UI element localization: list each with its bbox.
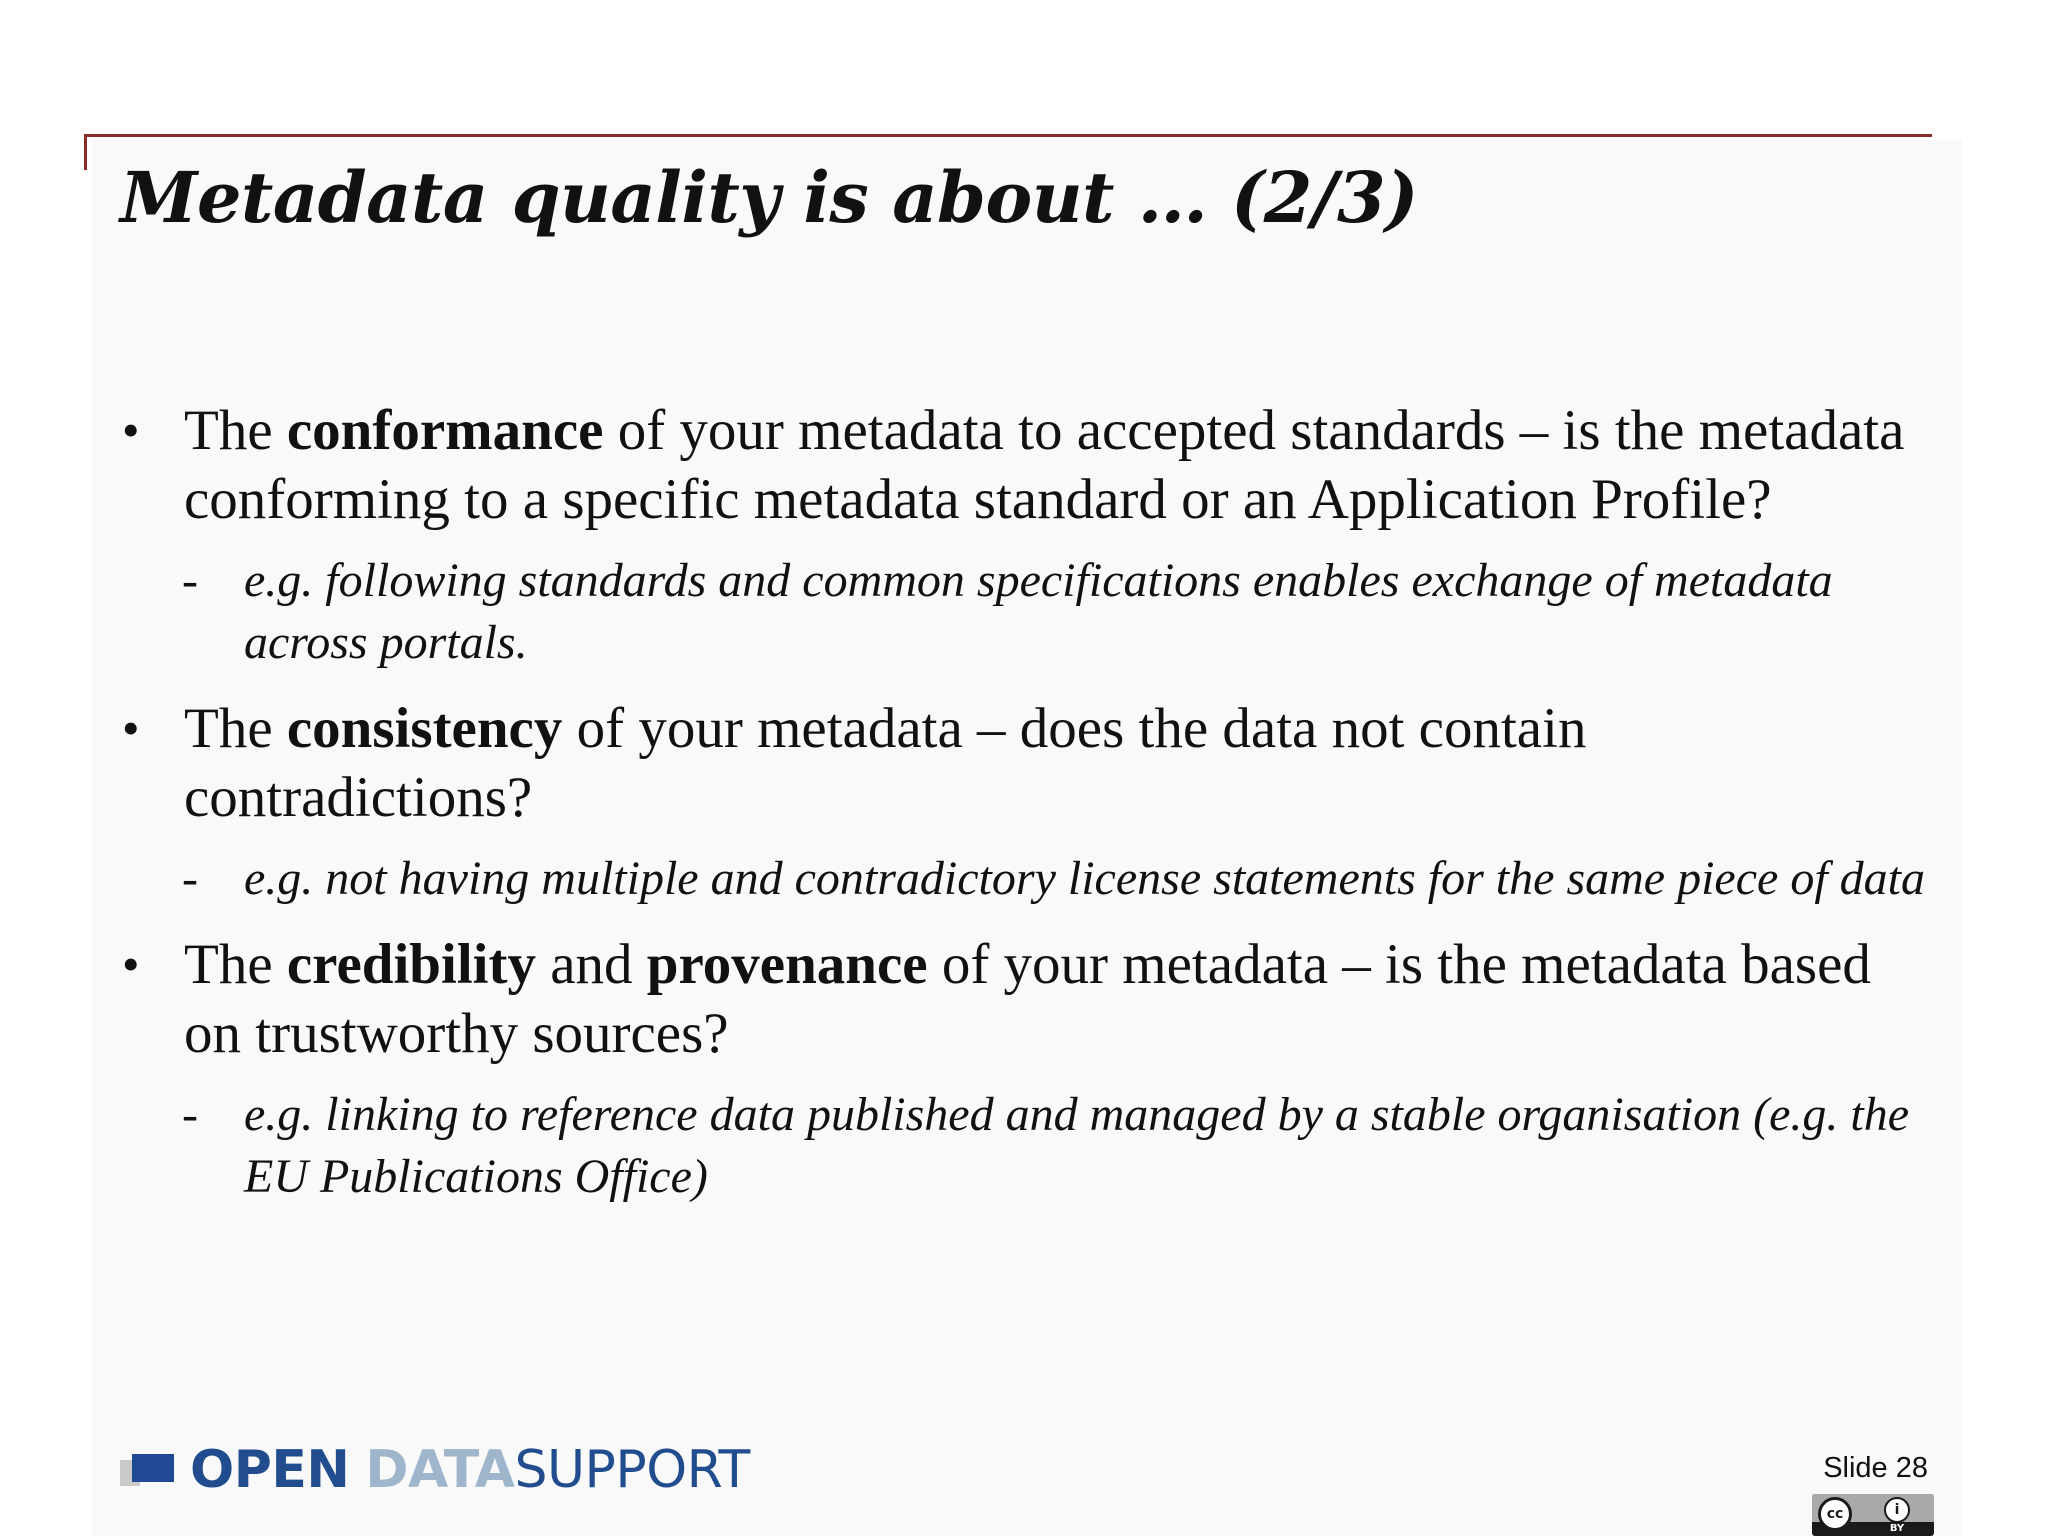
attribution-icon: i (1884, 1497, 1910, 1523)
by-label: BY (1889, 1523, 1905, 1534)
dash-icon: - (182, 852, 198, 905)
bold-term: credibility (286, 933, 536, 996)
bullet-list (122, 396, 1942, 1228)
open-data-support-logo (120, 1440, 750, 1500)
dash-icon: - (182, 1088, 198, 1141)
bullet-icon: • (122, 936, 140, 992)
bold-term: conformance (286, 399, 604, 462)
bullet-icon: • (122, 700, 140, 756)
title-rule-tick (84, 134, 87, 170)
bold-term: provenance (646, 933, 928, 996)
bold-term: consistency (286, 697, 563, 760)
eu-flag-icon (120, 1448, 180, 1492)
title-rule (84, 134, 1932, 137)
bullet-icon: • (122, 402, 140, 458)
bullet-text: The consistency of your metadata – does the data not contain contradictions? (184, 697, 1587, 829)
bullet-item-credibility (122, 930, 1942, 1208)
example-text: e.g. not having multiple and contradictory license statements for the same piece of data (244, 852, 1926, 905)
example-text: e.g. linking to reference data published and managed by a stable organisation (e.g. the EU Publications Office) (244, 1088, 1910, 1203)
dash-icon: - (182, 554, 198, 607)
bullet-text: The credibility and provenance of your metadata – is the metadata based on trustworthy sources? (184, 933, 1871, 1065)
slide-number: Slide 28 (1823, 1452, 1928, 1484)
slide-title: Metadata quality is about … (2/3) (120, 156, 1418, 239)
example-text: e.g. following standards and common specifications enables exchange of metadata across portals. (244, 554, 1833, 669)
cc-icon: cc (1818, 1497, 1852, 1531)
bullet-item-conformance (122, 396, 1942, 674)
bullet-text: The conformance of your metadata to accepted standards – is the metadata conforming to a specific metadata standard or an Application Profile? (184, 399, 1905, 531)
bullet-item-consistency (122, 694, 1942, 910)
logo-text: OPEN DATASUPPORT (190, 1440, 750, 1500)
cc-by-license-icon (1812, 1494, 1934, 1536)
